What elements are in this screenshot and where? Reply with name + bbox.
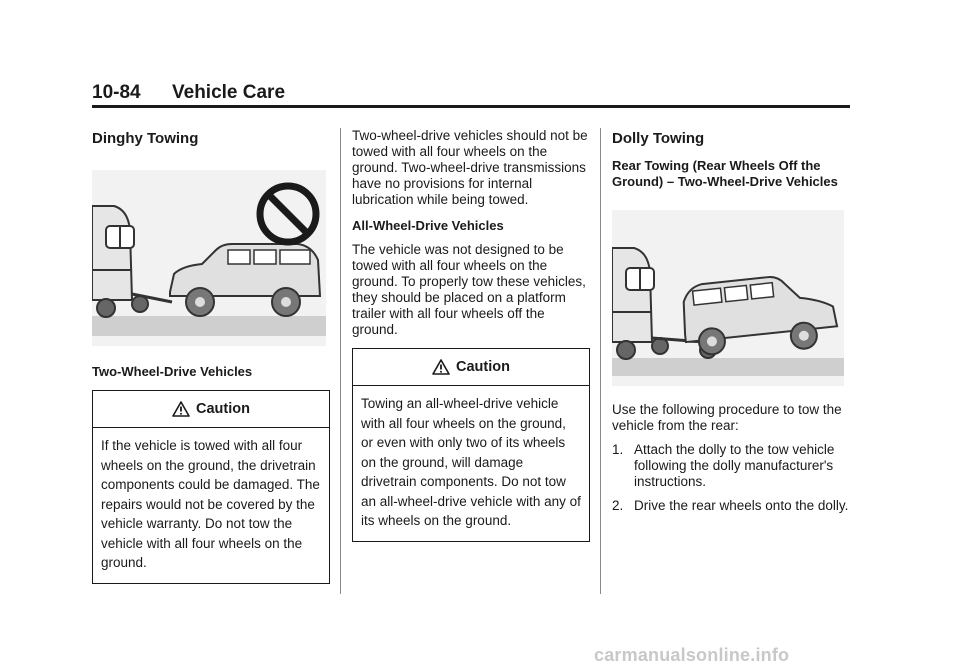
page-number: 10-84: [92, 82, 141, 103]
section-title: Vehicle Care: [172, 82, 286, 103]
page-header: [92, 80, 850, 106]
two-wheel-drive-paragraph: Two-wheel-drive vehicles should not be towed with all four wheels on the ground. Two-wheel-drive transmissions have no provisions for internal lubrication while being towed.: [352, 128, 588, 207]
caution-body: If the vehicle is towed with all four wheels on the ground, the drivetrain components could be damaged. The repairs would not be covered by the vehicle warranty. Do not tow the vehicle with all four wheels on the ground.: [101, 438, 320, 570]
caution-title: Caution: [456, 359, 510, 375]
all-wheel-drive-paragraph: The vehicle was not designed to be towed with all four wheels on the ground. To properly tow these vehicles, they should be placed on a platform trailer with all four wheels off the ground.: [352, 242, 586, 337]
caution-header: [353, 349, 589, 386]
list-item: [612, 442, 850, 490]
step-number: 2.: [612, 498, 624, 513]
caution-box: [352, 348, 590, 542]
column-divider: [600, 128, 601, 594]
caution-title: Caution: [196, 401, 250, 417]
caution-box: [92, 390, 330, 584]
step-text: Attach the dolly to the tow vehicle following the dolly manufacturer's instructions.: [634, 442, 835, 489]
watermark: carmanualsonline.info: [594, 645, 790, 665]
dolly-towing-heading: Dolly Towing: [612, 130, 705, 147]
column-divider: [340, 128, 341, 594]
dinghy-towing-illustration: [92, 170, 326, 346]
warning-triangle-icon: [432, 359, 450, 375]
column-1: [92, 124, 330, 584]
column-2: [352, 128, 590, 542]
dinghy-towing-heading: Dinghy Towing: [92, 130, 199, 147]
motorhome-towing-car-illustration: [92, 170, 326, 346]
rear-towing-heading: Rear Towing (Rear Wheels Off the Ground) – Two-Wheel-Drive Vehicles: [612, 158, 838, 189]
two-wheel-drive-heading: Two-Wheel-Drive Vehicles: [92, 364, 253, 379]
column-3: [612, 124, 850, 514]
caution-header: [93, 391, 329, 428]
step-number: 1.: [612, 442, 624, 457]
header-rule: [92, 105, 850, 108]
caution-body: Towing an all-wheel-drive vehicle with all four wheels on the ground, or even with only two of its wheels on the ground, will damage drivetrain components. Do not tow an all-wheel-drive vehicle with any of its wheels on the ground.: [361, 396, 581, 528]
list-item: [612, 498, 850, 514]
warning-triangle-icon: [172, 401, 190, 417]
dolly-towing-illustration: [612, 210, 844, 386]
all-wheel-drive-heading: All-Wheel-Drive Vehicles: [352, 218, 504, 233]
step-text: Drive the rear wheels onto the dolly.: [634, 498, 849, 513]
procedure-intro: Use the following procedure to tow the vehicle from the rear:: [612, 402, 842, 433]
motorhome-dolly-towing-illustration: [612, 210, 844, 386]
procedure-steps: [612, 442, 850, 514]
